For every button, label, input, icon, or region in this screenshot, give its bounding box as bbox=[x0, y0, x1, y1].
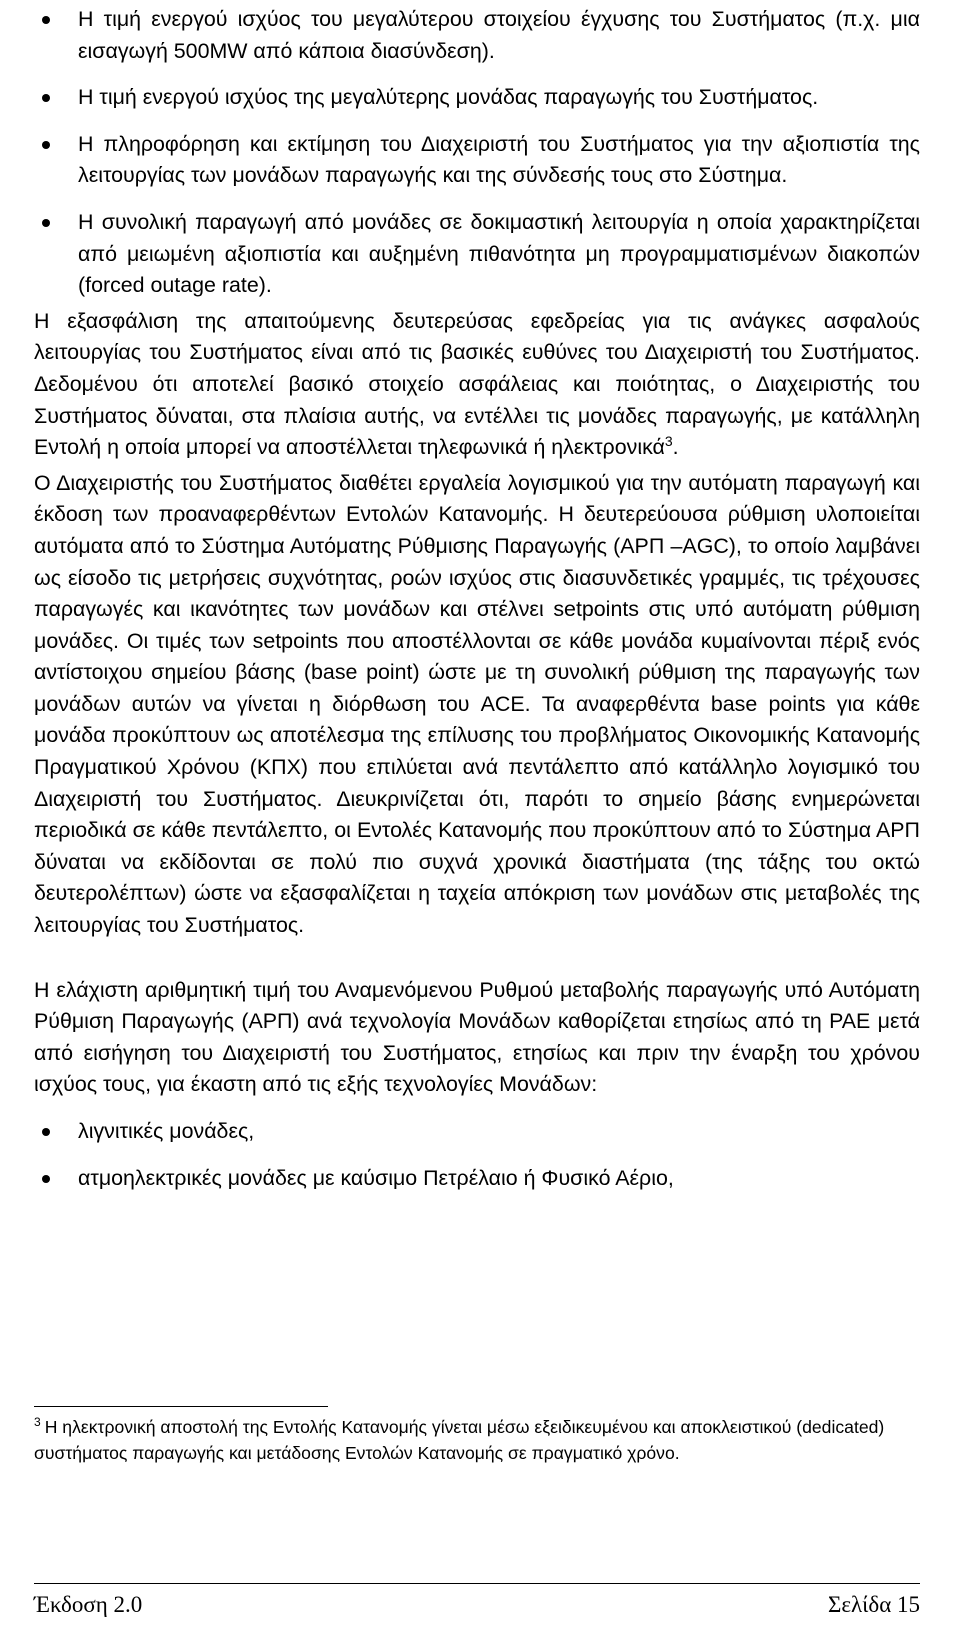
footnote-divider bbox=[34, 1406, 328, 1407]
paragraph-agc: Ο Διαχειριστής του Συστήματος διαθέτει εργαλεία λογισμικού για την αυτόματη παραγωγή και έκδοση των προαναφερθέντων Εντολών Κατανομής. Η δευτερεύουσα ρύθμιση υλοποιείται αυτόματα από το Σύστημα Αυτόματης Ρύθμισης Παραγωγής (ΑΡΠ –AGC), το οποίο λαμβάνει ως είσοδο τις μετρήσεις συχνότητας, ροών ισχύος στις διασυνδετικές γραμμές, τις τρέχουσες παραγωγές και ικανότητες των μονάδων και στέλνει setpoints στις υπό αυτόματη ρύθμιση μονάδες. Οι τιμές των setpoints που αποστέλλονται σε κάθε μονάδα κυμαίνονται πέριξ ενός αντίστοιχου σημείου βάσης (base point) ώστε με τη συνολική ρύθμιση της παραγωγής των μονάδων αυτών να γίνεται η διόρθωση του ACE. Τα αναφερθέντα base points για κάθε μονάδα προκύπτουν ως αποτέλεσμα της επίλυσης του προβλήματος Οικονομικής Κατανομής Πραγματικού Χρόνου (ΚΠΧ) που επιλύεται ανά πεντάλεπτο από κατάλληλο λογισμικό του Διαχειριστή του Συστήματος. Διευκρινίζεται ότι, παρότι το σημείο βάσης ενημερώνεται περιοδικά σε κάθε πεντάλεπτο, οι Εντολές Κατανομής που προκύπτουν από το Σύστημα ΑΡΠ δύναται να εκδίδονται σε πολύ πιο συχνά χρονικά διαστήματα (της τάξης του οκτώ δευτερολέπτων) ώστε να εξασφαλίζεται η ταχεία απόκριση των μονάδων στις μεταβολές της λειτουργίας του Συστήματος. bbox=[34, 470, 920, 938]
list-item-text: Η συνολική παραγωγή από μονάδες σε δοκιμαστική λειτουργία η οποία χαρακτηρίζεται από μειωμένη αξιοπιστία και αυξημένη πιθανότητα μη προγραμματισμένων διακοπών (forced outage rate). bbox=[78, 209, 920, 298]
bullet-icon bbox=[42, 141, 50, 149]
bullet-list-bottom bbox=[34, 1116, 920, 1194]
list-item-text: λιγνιτικές μονάδες, bbox=[78, 1119, 255, 1143]
list-item-text: Η τιμή ενεργού ισχύος της μεγαλύτερης μονάδας παραγωγής του Συστήματος. bbox=[78, 85, 819, 110]
paragraph-end: . bbox=[672, 435, 679, 460]
footnote-text: Η ηλεκτρονική αποστολή της Εντολής Κατανομής γίνεται μέσω εξειδικευμένου και αποκλειστικού (dedicated) συστήματος παραγωγής και μετάδοσης Εντολών Κατανομής σε πραγματικό χρόνο. bbox=[34, 1417, 885, 1463]
paragraph-secondary-reserve bbox=[34, 306, 920, 464]
list-item bbox=[34, 1163, 920, 1195]
footnote-reference: 3 bbox=[664, 433, 673, 449]
list-item bbox=[34, 4, 920, 67]
list-item bbox=[34, 1116, 920, 1148]
bullet-icon bbox=[42, 219, 50, 227]
paragraph-ramp-rate: Η ελάχιστη αριθμητική τιμή του Αναμενόμενου Ρυθμού μεταβολής παραγωγής υπό Αυτόματη Ρύθμιση Παραγωγής (ΑΡΠ) ανά τεχνολογία Μονάδων καθορίζεται ετησίως από τη ΡΑΕ μετά από εισήγηση του Διαχειριστή του Συστήματος, ετησίως και πριν την έναρξη του χρόνου ισχύος τους, για έκαστη από τις εξής τεχνολογίες Μονάδων: bbox=[34, 977, 920, 1097]
footer-divider bbox=[34, 1583, 920, 1584]
footnote bbox=[34, 1415, 920, 1466]
footnote-number: 3 bbox=[34, 1415, 41, 1430]
list-item-text: Η πληροφόρηση και εκτίμηση του Διαχειριστή του Συστήματος για την αξιοπιστία της λειτουργίας των μονάδων παραγωγής και της σύνδεσής τους στο Σύστημα. bbox=[78, 131, 920, 188]
bullet-icon bbox=[42, 16, 50, 24]
paragraph-text: Η εξασφάλιση της απαιτούμενης δευτερεύσας εφεδρείας για τις ανάγκες ασφαλούς λειτουργίας του Συστήματος είναι από τις βασικές ευθύνες του Διαχειριστή του Συστήματος. Δεδομένου ότι αποτελεί βασικό στοιχείο ασφάλειας και ποιότητας, ο Διαχειριστής του Συστήματος δύναται, στα πλαίσια αυτής, να εντέλλει τις μονάδες παραγωγής, με κατάλληλη Εντολή η οποία μπορεί να αποστέλλεται τηλεφωνικά ή ηλεκτρονικά bbox=[34, 308, 920, 460]
version-label: Έκδοση 2.0 bbox=[34, 1592, 143, 1617]
bullet-icon bbox=[42, 94, 50, 102]
bullet-icon bbox=[42, 1175, 50, 1183]
list-item bbox=[34, 207, 920, 302]
list-item bbox=[34, 82, 920, 114]
main-content bbox=[34, 4, 920, 1209]
page-number: Σελίδα 15 bbox=[827, 1592, 920, 1617]
list-item bbox=[34, 129, 920, 192]
list-item-text: Η τιμή ενεργού ισχύος του μεγαλύτερου στοιχείου έγχυσης του Συστήματος (π.χ. μια εισαγωγή 500MW από κάποια διασύνδεση). bbox=[78, 7, 920, 63]
bullet-icon bbox=[42, 1128, 50, 1136]
bullet-list-top bbox=[34, 4, 920, 302]
list-item-text: ατμοηλεκτρικές μονάδες με καύσιμο Πετρέλαιο ή Φυσικό Αέριο, bbox=[78, 1165, 674, 1190]
